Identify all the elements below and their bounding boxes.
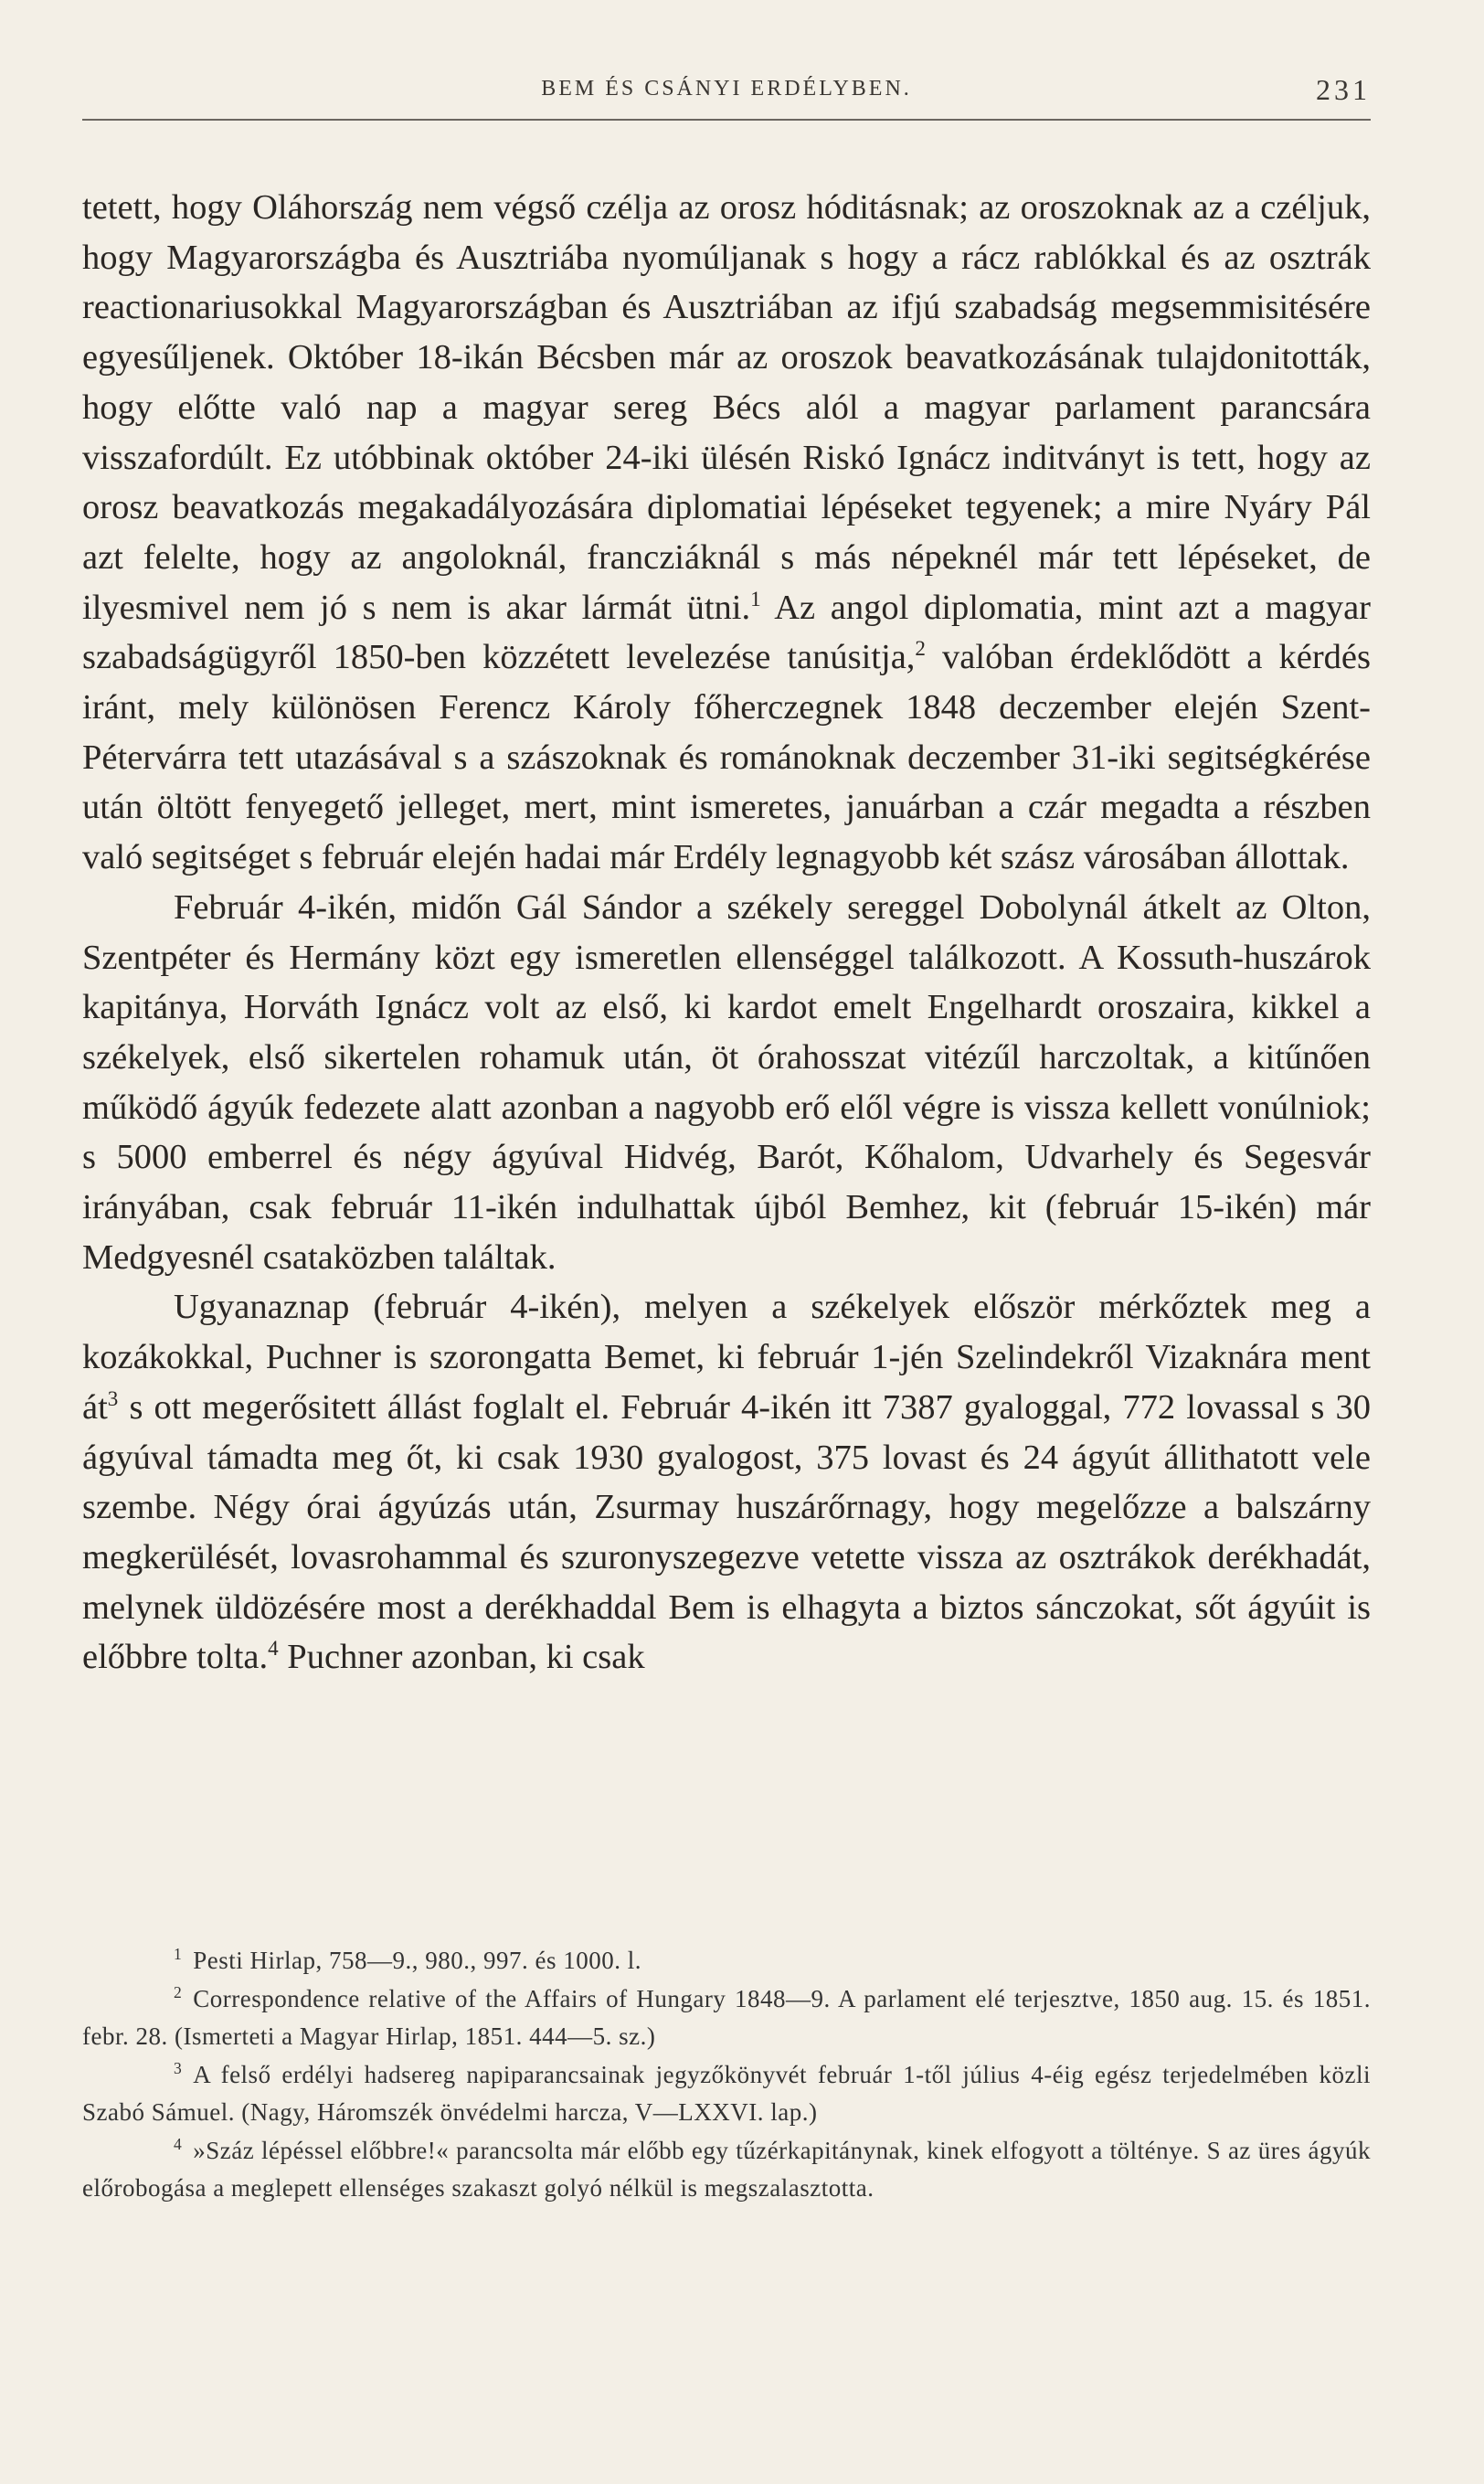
- paragraph-1-part-2: Az angol diplomatia, mint azt a magyar szabadságügyről 1850-ben közzétett levelezése tanúsitja,: [82, 588, 1371, 677]
- paragraph-3-part-2: s ott megerősitett állást foglalt el. Február 4-ikén itt 7387 gyaloggal, 772 lovassal s 30 ágyúval támadta meg őt, ki csak 1930 gyalogost, 375 lovast és 24 ágyút állithatott vele szembe. Négy órai ágyúzás után, Zsurmay huszárőrnagy, hogy megelőzze a balszárny megkerülését, lovasrohammal és szuronyszegezve vetette vissza az osztrákok derékhadát, melynek üldözésére most a derékhaddal Bem is elhagyta a biztos sánczokat, sőt ágyúit is előbbre tolta.: [82, 1387, 1371, 1677]
- footnote-mark: 2: [174, 1982, 183, 2001]
- footnote-1: [82, 1942, 1371, 1980]
- footnote-ref-1: 1: [750, 586, 761, 610]
- footnote-text: Pesti Hirlap, 758—9., 980., 997. és 1000. l.: [193, 1947, 641, 1974]
- page-header: [82, 73, 1371, 121]
- footnote-text: A felső erdélyi hadsereg napiparancsainak jegyzőkönyvét február 1-től július 4-éig egész terjedelmében közli Szabó Sámuel. (Nagy, Háromszék önvédelmi harcza, V—LXXVI. lap.): [82, 2060, 1371, 2126]
- paragraph-3: [82, 1282, 1371, 1683]
- paragraph-3-part-1: Ugyanaznap (február 4-ikén), melyen a székelyek először mérkőztek meg a kozákokkal, Puchner is szorongatta Bemet, ki február 1-jén Szelindekről Vizaknára ment át: [82, 1288, 1371, 1427]
- footnote-mark: 4: [174, 2134, 183, 2153]
- paragraph-1-part-3: valóban érdeklődött a kérdés iránt, mely különösen Ferencz Károly főherczegnek 1848 deczember elején Szent-Pétervárra tett utazásával s a szászoknak és románoknak deczember 31-iki segitségkérése után öltött fenyegető jelleget, mert, mint ismeretes, januárban a czár megadta a részben való segitséget s február elején hadai már Erdély legnagyobb két szász városában állottak.: [82, 638, 1371, 877]
- footnote-ref-2: 2: [915, 636, 926, 661]
- footnote-2: [82, 1980, 1371, 2056]
- footnote-text: »Száz lépéssel előbbre!« parancsolta már előbb egy tűzérkapitánynak, kinek elfogyott a tölténye. S az üres ágyúk előrobogása a meglepett ellenséges szakaszt golyó nélkül is megszalasztotta.: [82, 2136, 1371, 2202]
- footnote-3: [82, 2056, 1371, 2132]
- footnote-text: Correspondence relative of the Affairs of Hungary 1848—9. A parlament elé terjesztve, 1850 aug. 15. és 1851. febr. 28. (Ismerteti a Magyar Hirlap, 1851. 444—5. sz.): [82, 1984, 1371, 2050]
- page-number: 231: [1316, 73, 1371, 106]
- footnote-mark: 1: [174, 1945, 183, 1963]
- footnote-ref-4: 4: [268, 1636, 279, 1661]
- running-head: BEM ÉS CSÁNYI ERDÉLYBEN.: [541, 77, 912, 101]
- paragraph-1: [82, 183, 1371, 883]
- footnote-4: [82, 2132, 1371, 2208]
- footnote-ref-3: 3: [107, 1386, 119, 1411]
- footnote-mark: 3: [174, 2058, 183, 2077]
- footnotes: [82, 1942, 1371, 2208]
- paragraph-2: Február 4-ikén, midőn Gál Sándor a székely sereggel Dobolynál átkelt az Olton, Szentpéter és Hermány közt egy ismeretlen ellenséggel találkozott. A Kossuth-huszárok kapitánya, Horváth Ignácz volt az első, ki kardot emelt Engelhardt oroszaira, kikkel a székelyek, első sikertelen rohamuk után, öt órahosszat vitézűl harczoltak, a kitűnően működő ágyúk fedezete alatt azonban a nagyobb erő elől végre is vissza kellett vonúlniok; s 5000 emberrel és négy ágyúval Hidvég, Barót, Kőhalom, Udvarhely és Segesvár irányában, csak február 11-ikén indulhattak újból Bemhez, kit (február 15-ikén) már Medgyesnél csataközben találtak.: [82, 887, 1371, 1277]
- main-text: [82, 183, 1371, 1683]
- paragraph-1-part-1: tetett, hogy Oláhország nem végső czélja az orosz hóditásnak; az oroszoknak az a czéljuk, hogy Magyarországba és Ausztriába nyomúljanak s hogy a rácz rablókkal és az osztrák reactionariusokkal Magyarországban és Ausztriában az ifjú szabadság megsemmisitésére egyesűljenek. Október 18-ikán Bécsben már az oroszok beavatkozásának tulajdonitották, hogy előtte való nap a magyar sereg Bécs alól a magyar parlament parancsára visszafordúlt. Ez utóbbinak október 24-iki ülésén Riskó Ignácz inditványt is tett, hogy az orosz beavatkozás megakadályozására diplomatiai lépéseket tegyenek; a mire Nyáry Pál azt felelte, hogy az angoloknál, francziáknál s más népeknél már tett lépéseket, de ilyesmivel nem jó s nem is akar lármát ütni.: [82, 188, 1371, 627]
- paragraph-3-part-3: Puchner azonban, ki csak: [278, 1638, 645, 1677]
